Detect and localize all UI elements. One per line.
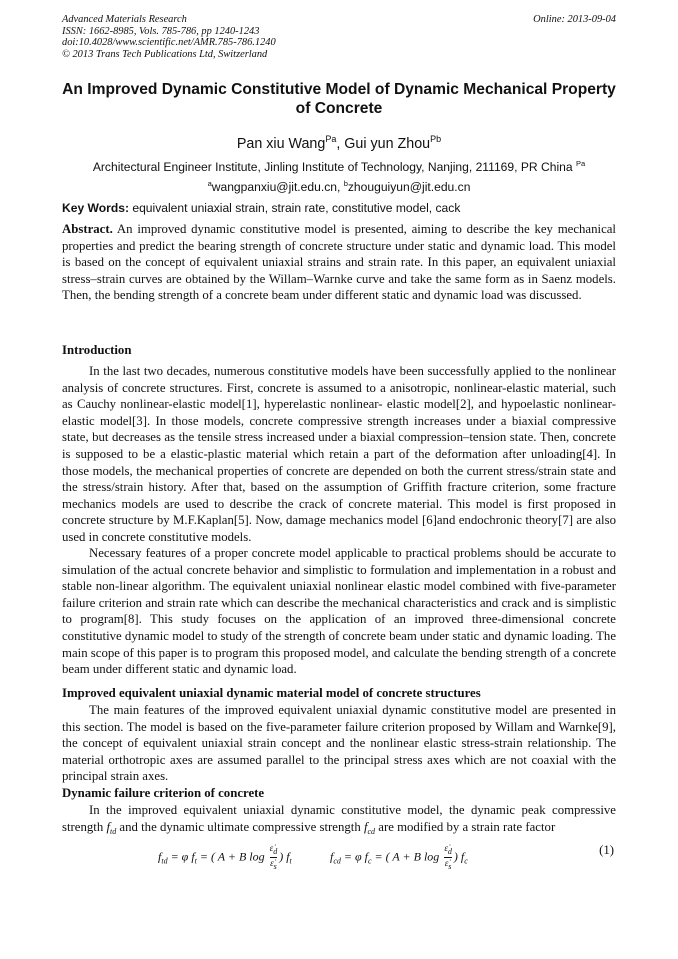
- email-mark: b: [343, 178, 348, 188]
- paragraph-text: In the improved equivalent uniaxial dynamic constitutive model, the dynamic peak compressive strength: [62, 803, 616, 834]
- eq-denominator: ε̇: [444, 858, 449, 868]
- eq-subscript: d: [447, 847, 452, 856]
- section-heading-improved-model: Improved equivalent uniaxial dynamic material model of concrete structures: [62, 686, 481, 700]
- author-list: [62, 130, 616, 153]
- eq-subscript: td: [161, 856, 168, 866]
- variable-subscript: td: [110, 826, 117, 836]
- affiliation-line: [62, 156, 616, 176]
- issn-line: ISSN: 1662-8985, Vols. 785-786, pp 1240-1243: [62, 25, 260, 37]
- eq-subscript: t: [289, 856, 292, 866]
- improved-model-paragraph: The main features of the improved equivalent uniaxial dynamic constitutive model are presented in this section. The model is based on the five-parameter failure criterion proposed by Willam and Warnke[9], the concept of equivalent uniaxial strain concept and the nonlinear elastic stress-strain relationship. The material orthotropic axes are assumed parallel to the principal stress axes which are not coaxial with the principal strain axes.: [62, 703, 616, 784]
- email-link[interactable]: wangpanxiu@jit.edu.cn,: [211, 179, 344, 194]
- eq-symbol: f: [330, 849, 334, 864]
- author-affiliation-mark: Pb: [430, 134, 442, 144]
- eq-subscript: d: [273, 847, 278, 856]
- eq-numerator: ε̇: [444, 843, 448, 853]
- section-heading-dynamic-failure: Dynamic failure criterion of concrete: [62, 786, 265, 800]
- author-name: Pan xiu Wang: [236, 136, 326, 152]
- email-mark: a: [207, 178, 212, 188]
- variable-f: f: [363, 819, 368, 834]
- author-name: Gui yun Zhou: [344, 136, 431, 152]
- equation-1: [62, 837, 616, 873]
- keywords-label: Key Words:: [62, 201, 129, 215]
- online-date: Online: 2013-09-04: [533, 14, 616, 25]
- dynamic-failure-paragraph: [62, 802, 616, 840]
- eq-subscript: s: [448, 862, 452, 871]
- paragraph-text: and the dynamic ultimate compressive strength: [116, 819, 364, 834]
- equation-right: [330, 843, 468, 872]
- eq-fraction: [444, 843, 452, 872]
- introduction-paragraph-2: Necessary features of a proper concrete model applicable to practical problems should be accurate to simulation of the actual concrete behavior and simplistic to formulation and implementation in a robust and stable non-linear algorithm. The equivalent uniaxial nonlinear elastic model combined with five-parameter failure criterion and strain rate which can describe the mechanical characteristics and crack and is simplistic to program[8]. This study focuses on the application of an improved three-dimensional concrete constitutive dynamic model to study of the strength of concrete beam under static and dynamic loading. The main scope of this paper is to program this proposed model, and calculate the bending strength of a concrete beam under different static and dynamic load.: [62, 546, 617, 677]
- journal-name: Advanced Materials Research: [62, 14, 187, 25]
- variable-f: f: [106, 819, 110, 834]
- paper-title: An Improved Dynamic Constitutive Model of Dynamic Mechanical Property of Concrete: [62, 81, 616, 117]
- eq-subscript: s: [273, 862, 277, 871]
- section-heading-introduction: Introduction: [62, 343, 132, 357]
- eq-fraction: [270, 843, 278, 872]
- equation-number: (1): [599, 843, 614, 857]
- eq-subscript: c: [464, 856, 468, 866]
- paragraph-text: are modified by a strain rate factor: [375, 819, 556, 834]
- eq-symbol: = φ f: [167, 849, 195, 864]
- eq-subscript: c: [367, 856, 372, 866]
- keywords-text: equivalent uniaxial strain, strain rate, constitutive model, cack: [128, 201, 461, 215]
- email-line: [62, 176, 616, 196]
- eq-subscript: t: [194, 856, 197, 866]
- eq-subscript: cd: [333, 856, 341, 866]
- introduction-paragraph-1: In the last two decades, numerous constitutive models have been successfully applied to the nonlinear analysis of concrete structures. First, concrete is assumed to a anisotropic, nonlinear-elastic material, such as Cauchy nonlinear-elastic model[1], hyperelastic nonlinear- elastic model[2], and hypoelastic nonlinear-elastic model[3]. In those models, concrete compressive strength increases under a biaxial compressive state, but decreases as the tensile stress increased under a biaxial compression–tension state. Then, concrete is supposed to be a elastic-plastic material which retain a part of the deformation after unloading[4]. In those models, the mechanical properties of concrete are depended on both the current stress/strain state and the stress/strain history. After that, based on the assumption of Griffith fracture criterion, some fracture mechanics models are used to describe the crack of concrete material. This model is first proposed in concrete structure by M.F.Kaplan[5]. Now, damage mechanics model [6]and endochronic theory[7] are also used in concrete constitutive models.: [62, 364, 616, 544]
- eq-symbol: = ( A + B log: [196, 849, 265, 864]
- variable-subscript: cd: [367, 826, 376, 836]
- affiliation-text: Architectural Engineer Institute, Jinling Institute of Technology, Nanjing, 211169, PR China: [92, 160, 573, 174]
- keywords: [62, 201, 616, 216]
- email-link[interactable]: zhouguiyun@jit.edu.cn: [347, 179, 471, 194]
- eq-denominator: ε̇: [270, 858, 274, 868]
- eq-symbol: = φ f: [340, 849, 368, 864]
- copyright-line: © 2013 Trans Tech Publications Ltd, Switzerland: [62, 48, 268, 60]
- affiliation: [62, 156, 616, 195]
- author-affiliation-mark: Pa: [325, 134, 337, 144]
- doi-line: doi:10.4028/www.scientific.net/AMR.785-786.1240: [62, 37, 276, 49]
- abstract-text: An improved dynamic constitutive model is presented, aiming to describe the key mechanical properties and predict the bearing strength of concrete structure under static and dynamic load. This model is based on the concept of equivalent uniaxial strains and strain rate. In this paper, an equivalent uniaxial stress–strain curves are obtained by the Willam–Warnke curve and take the same form as in Saenz models. Then, the bending strength of a concrete beam under different static and dynamic load was discussed.: [62, 222, 616, 303]
- eq-numerator: ε̇: [269, 843, 274, 853]
- eq-symbol: ) f: [279, 849, 290, 864]
- abstract: [62, 221, 616, 304]
- abstract-label: Abstract.: [62, 222, 113, 236]
- author-separator: ,: [336, 136, 345, 152]
- equation-left: [158, 843, 292, 872]
- journal-header: [62, 14, 616, 60]
- eq-symbol: = ( A + B log: [371, 849, 440, 864]
- eq-symbol: f: [158, 849, 162, 864]
- eq-symbol: ) f: [453, 849, 465, 864]
- affiliation-mark: Pa: [575, 159, 586, 168]
